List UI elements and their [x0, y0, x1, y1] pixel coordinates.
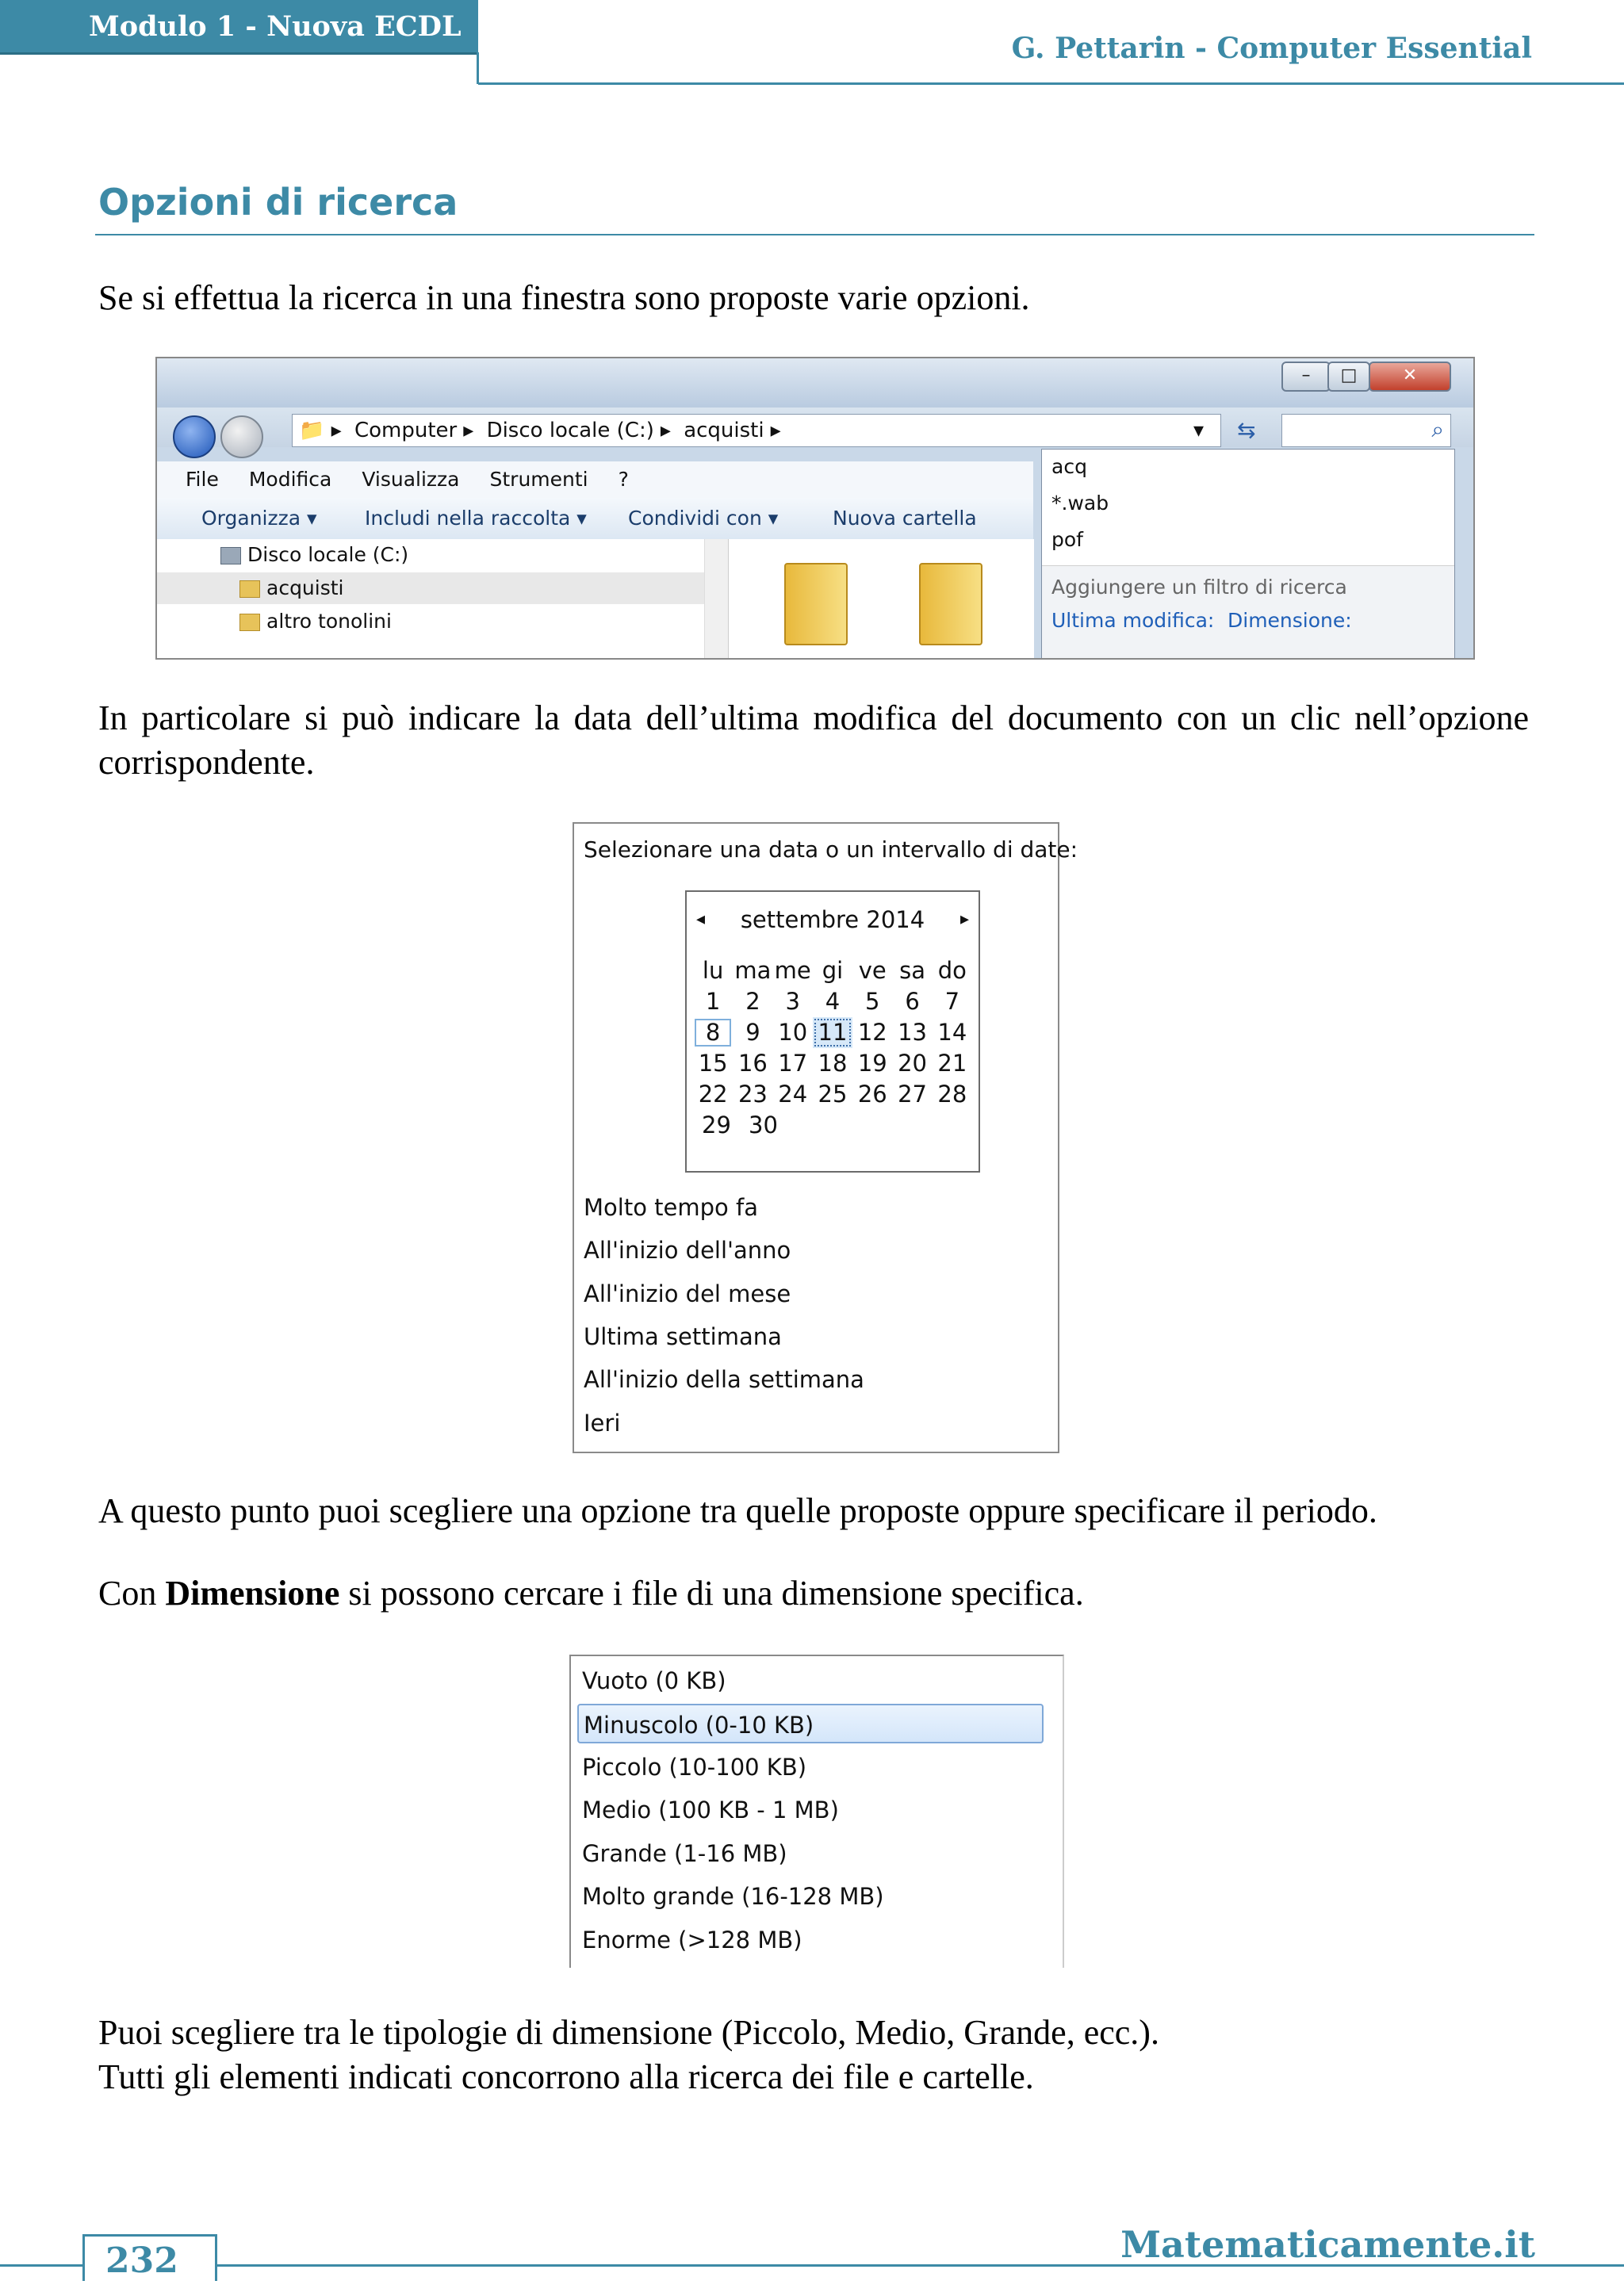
paragraph-period: A questo punto puoi scegliere una opzione tra quelle proposte oppure specificare il periodo.	[98, 1491, 1377, 1530]
calendar-day[interactable]: 2	[745, 988, 760, 1015]
close-button[interactable]: ✕	[1369, 362, 1451, 392]
date-option[interactable]: All'inizio del mese	[584, 1280, 791, 1307]
filter-area	[1042, 566, 1454, 659]
menu-bar	[157, 461, 1033, 498]
filter-last-modified-link[interactable]: Ultima modifica:	[1051, 609, 1215, 632]
paragraph-types: Puoi scegliere tra le tipologie di dimensione (Piccolo, Medio, Grande, ecc.).	[98, 2013, 1159, 2052]
module-label: Modulo 1 - Nuova ECDL	[89, 10, 462, 43]
tree-item-altro[interactable]: altro tonolini	[239, 606, 392, 637]
folder-icon[interactable]	[784, 563, 848, 645]
weekday-row	[693, 955, 972, 986]
section-title: Opzioni di ricerca	[98, 181, 458, 224]
author-title: G. Pettarin - Computer Essential	[1011, 32, 1532, 65]
next-month-icon[interactable]: ▸	[959, 909, 969, 929]
size-option[interactable]: Grande (1-16 MB)	[582, 1840, 787, 1867]
date-option[interactable]: Molto tempo fa	[584, 1194, 758, 1221]
navigation-tree	[157, 539, 728, 658]
calendar-day[interactable]: 13	[898, 1019, 927, 1046]
calendar-day-today[interactable]: 11	[813, 1017, 852, 1048]
page-number: 232	[105, 2241, 178, 2281]
breadcrumb-computer[interactable]: Computer	[354, 419, 458, 442]
week-row	[693, 1110, 972, 1141]
weekday: ma	[734, 957, 772, 984]
weekday: lu	[702, 957, 724, 984]
week-row	[693, 1048, 972, 1079]
bold-term: Dimensione	[165, 1574, 340, 1613]
filter-caption: Aggiungere un filtro di ricerca	[1051, 576, 1347, 599]
header-divider	[477, 52, 479, 84]
site-name: Matematicamente.it	[1120, 2223, 1535, 2266]
explorer-screenshot	[155, 357, 1475, 660]
calendar-month: settembre 2014	[740, 906, 925, 933]
size-option-highlighted[interactable]: Minuscolo (0-10 KB)	[577, 1704, 1044, 1743]
size-option[interactable]: Vuoto (0 KB)	[582, 1667, 726, 1694]
calendar-day[interactable]: 6	[905, 988, 920, 1015]
breadcrumb-folder[interactable]: acquisti	[684, 419, 764, 442]
search-input[interactable]	[1281, 414, 1451, 447]
size-filter-list	[569, 1655, 1064, 1968]
week-row	[693, 986, 972, 1017]
weekday: gi	[822, 957, 844, 984]
date-option[interactable]: Ultima settimana	[584, 1323, 782, 1350]
filter-size-link[interactable]: Dimensione:	[1228, 609, 1352, 632]
search-icon: ⌕	[1431, 416, 1444, 442]
date-option[interactable]: Ieri	[584, 1410, 621, 1437]
address-bar[interactable]	[292, 414, 1221, 447]
chevron-down-icon[interactable]: ▾	[1193, 419, 1205, 442]
window-titlebar	[157, 358, 1473, 408]
weekday: do	[937, 957, 967, 984]
calendar-day[interactable]: 9	[745, 1019, 760, 1046]
menu-file[interactable]: File	[186, 468, 219, 491]
paragraph-size: Con Dimensione si possono cercare i file di una dimensione specifica.	[98, 1574, 1084, 1613]
tree-scrollbar[interactable]	[704, 539, 729, 658]
menu-modifica[interactable]: Modifica	[248, 468, 332, 491]
include-library-button[interactable]: Includi nella raccolta ▾	[365, 507, 587, 530]
calendar-grid	[693, 955, 972, 1141]
size-option[interactable]: Medio (100 KB - 1 MB)	[582, 1797, 839, 1823]
suggestion-item[interactable]: *.wab	[1051, 492, 1109, 515]
folder-icon[interactable]	[919, 563, 982, 645]
drive-icon	[220, 547, 241, 564]
forward-button[interactable]	[220, 415, 263, 458]
tree-item-acquisti[interactable]: acquisti	[157, 572, 704, 604]
paragraph-summary: Tutti gli elementi indicati concorrono alla ricerca dei file e cartelle.	[98, 2057, 1034, 2096]
date-caption: Selezionare una data o un intervallo di date:	[584, 836, 1078, 863]
calendar-day[interactable]: 3	[785, 988, 800, 1015]
paragraph-date: In particolare si può indicare la data dell’ultima modifica del documento con un clic nell’opzione corrispondente.	[98, 698, 1529, 782]
size-option[interactable]: Enorme (>128 MB)	[582, 1927, 802, 1954]
calendar-day[interactable]: 20	[898, 1050, 927, 1077]
command-bar	[157, 498, 1033, 540]
breadcrumb-arrow-icon: ▸	[660, 419, 671, 442]
calendar-day[interactable]: 29	[702, 1112, 731, 1138]
menu-visualizza[interactable]: Visualizza	[362, 468, 460, 491]
calendar-day[interactable]: 25	[818, 1081, 848, 1108]
share-button[interactable]: Condividi con ▾	[628, 507, 779, 530]
calendar-day[interactable]: 18	[818, 1050, 848, 1077]
breadcrumb-arrow-icon: ▸	[463, 419, 474, 442]
breadcrumb-disk[interactable]: Disco locale (C:)	[486, 419, 654, 442]
paragraph-intro: Se si effettua la ricerca in una finestra sono proposte varie opzioni.	[98, 278, 1030, 317]
suggestion-item[interactable]: acq	[1051, 455, 1087, 478]
calendar-day[interactable]: 12	[857, 1019, 887, 1046]
back-button[interactable]	[173, 415, 216, 458]
organize-button[interactable]: Organizza ▾	[201, 507, 317, 530]
date-option[interactable]: All'inizio dell'anno	[584, 1237, 791, 1264]
size-option[interactable]: Piccolo (10-100 KB)	[582, 1754, 807, 1781]
calendar-day[interactable]: 22	[698, 1081, 728, 1108]
date-picker-panel	[573, 822, 1078, 1453]
size-option[interactable]: Molto grande (16-128 MB)	[582, 1883, 884, 1910]
refresh-icon[interactable]: ⇆	[1237, 417, 1256, 443]
folder-icon: 📁 ▸	[299, 419, 342, 442]
weekday: me	[774, 957, 811, 984]
suggestion-item[interactable]: pof	[1051, 528, 1083, 551]
calendar-day[interactable]: 28	[937, 1081, 967, 1108]
calendar-day[interactable]: 30	[749, 1112, 778, 1138]
maximize-button[interactable]: □	[1327, 362, 1370, 392]
calendar-day[interactable]: 21	[937, 1050, 967, 1077]
file-area	[728, 539, 1034, 658]
calendar-day[interactable]: 15	[698, 1050, 728, 1077]
tree-item-disk[interactable]: Disco locale (C:)	[220, 539, 408, 571]
calendar-day[interactable]: 7	[944, 988, 960, 1015]
new-folder-button[interactable]: Nuova cartella	[833, 507, 977, 530]
search-suggestions	[1041, 449, 1455, 660]
menu-help[interactable]: ?	[618, 468, 629, 491]
date-option[interactable]: All'inizio della settimana	[584, 1366, 864, 1393]
header-rule	[478, 82, 1624, 85]
calendar-day[interactable]: 1	[705, 988, 721, 1015]
prev-month-icon[interactable]: ◂	[696, 909, 706, 929]
calendar-day[interactable]: 24	[778, 1081, 808, 1108]
calendar-day-selected[interactable]: 8	[693, 1017, 733, 1048]
calendar-day[interactable]: 23	[737, 1081, 768, 1108]
menu-strumenti[interactable]: Strumenti	[489, 468, 588, 491]
folder-icon	[239, 580, 260, 598]
calendar-day[interactable]: 19	[857, 1050, 887, 1077]
calendar-day[interactable]: 10	[778, 1019, 808, 1046]
calendar-day[interactable]: 17	[778, 1050, 808, 1077]
week-row	[693, 1017, 972, 1048]
section-rule	[95, 234, 1534, 235]
calendar	[685, 890, 980, 1173]
calendar-day[interactable]: 5	[865, 988, 880, 1015]
minimize-button[interactable]: –	[1281, 362, 1331, 392]
calendar-day[interactable]: 27	[898, 1081, 927, 1108]
calendar-day[interactable]: 16	[737, 1050, 768, 1077]
folder-icon	[239, 614, 260, 631]
weekday: sa	[899, 957, 925, 984]
breadcrumb-arrow-icon: ▸	[770, 419, 781, 442]
calendar-day[interactable]: 4	[825, 988, 841, 1015]
weekday: ve	[858, 957, 887, 984]
week-row	[693, 1079, 972, 1110]
calendar-day[interactable]: 14	[937, 1019, 967, 1046]
module-tab	[0, 0, 478, 55]
calendar-day[interactable]: 26	[857, 1081, 887, 1108]
